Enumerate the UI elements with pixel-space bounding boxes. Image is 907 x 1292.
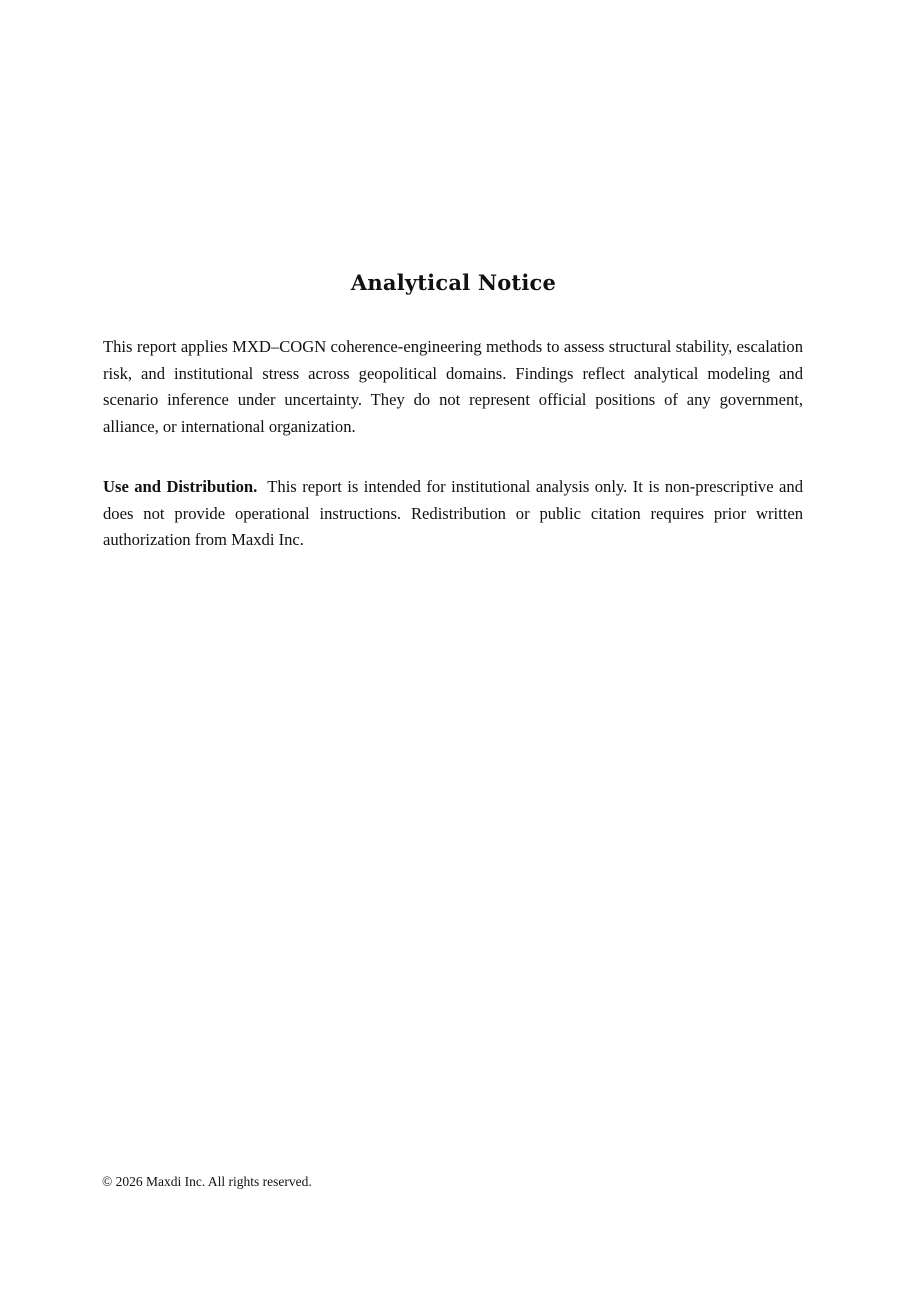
copyright-footer: © 2026 Maxdi Inc. All rights reserved. [102,1174,312,1189]
notice-paragraph: This report applies MXD–COGN coherence-engineering methods to assess structural stability, escalation risk, and institutional stress across geopolitical domains. Findings reflect analytical modeling and scenario inference under uncertainty. They do not represent official positions of any government, alliance, or international organization. [103,337,803,436]
page-title: Analytical Notice [350,270,557,295]
use-distribution-text: This report is intended for institutional analysis only. It is non-prescriptive and does not provide operational instructions. Redistribution or public citation requires prior written authorization from Maxdi Inc. [103,477,803,549]
use-distribution-paragraph [103,474,803,554]
use-distribution-heading: Use and Distribution. [103,477,258,496]
